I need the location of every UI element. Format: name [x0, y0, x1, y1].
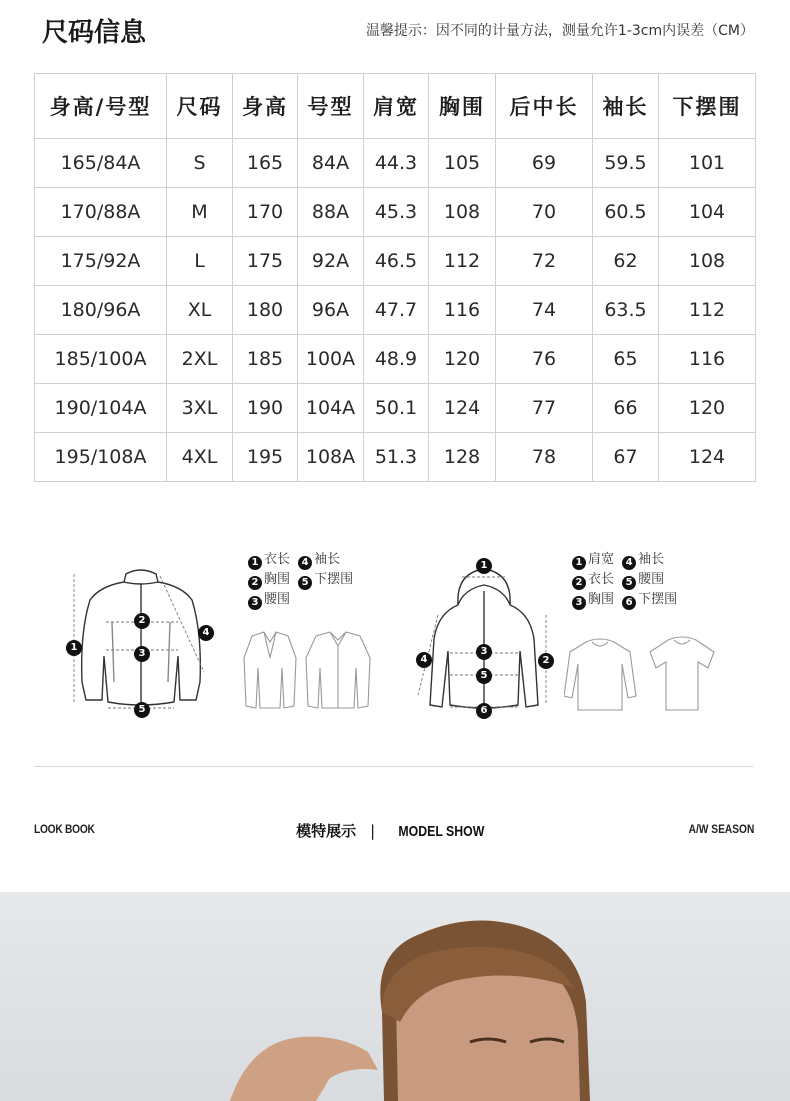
table-cell: 66: [593, 384, 659, 433]
table-cell: 44.3: [364, 139, 429, 188]
table-cell: 175: [233, 237, 298, 286]
table-cell: 96A: [298, 286, 364, 335]
model-show-en: MODEL SHOW: [398, 823, 485, 840]
table-row: [35, 286, 756, 335]
blazer-shirt-icons: [234, 628, 384, 714]
legend-number: 4: [622, 556, 636, 570]
marker-badge: 2: [538, 653, 554, 669]
table-row: [35, 188, 756, 237]
legend-number: 3: [572, 596, 586, 610]
legend-number: 5: [298, 576, 312, 590]
table-cell: 104: [659, 188, 756, 237]
table-cell: 72: [496, 237, 593, 286]
table-cell: 195/108A: [35, 433, 167, 482]
size-table-header: [35, 74, 756, 139]
table-cell: 92A: [298, 237, 364, 286]
table-cell: 112: [659, 286, 756, 335]
table-cell: 116: [659, 335, 756, 384]
legend-label: 衣长: [588, 572, 615, 587]
legend-label: 袖长: [314, 552, 341, 567]
marker-badge: 5: [476, 668, 492, 684]
table-cell: 45.3: [364, 188, 429, 237]
table-cell: 195: [233, 433, 298, 482]
legend-label: 衣长: [264, 552, 291, 567]
table-cell: 70: [496, 188, 593, 237]
table-cell: 77: [496, 384, 593, 433]
table-cell: 104A: [298, 384, 364, 433]
table-cell: 112: [429, 237, 496, 286]
table-cell: 185/100A: [35, 335, 167, 384]
table-cell: 48.9: [364, 335, 429, 384]
table-cell: 3XL: [167, 384, 233, 433]
table-cell: XL: [167, 286, 233, 335]
table-cell: 124: [659, 433, 756, 482]
table-cell: S: [167, 139, 233, 188]
table-cell: 59.5: [593, 139, 659, 188]
lookbook-label: LOOK BOOK: [34, 822, 95, 836]
table-cell: 63.5: [593, 286, 659, 335]
marker-badge: 5: [134, 702, 150, 718]
table-row: [35, 433, 756, 482]
marker-badge: 3: [134, 646, 150, 662]
model-illustration: [0, 892, 790, 1101]
legend-number: 3: [248, 596, 262, 610]
table-cell: 74: [496, 286, 593, 335]
legend-label: 胸围: [264, 572, 291, 587]
table-cell: 180: [233, 286, 298, 335]
legend-number: 5: [622, 576, 636, 590]
table-cell: 105: [429, 139, 496, 188]
table-cell: 190/104A: [35, 384, 167, 433]
legend-label: 肩宽: [588, 552, 615, 567]
column-header: 后中长: [496, 74, 593, 139]
table-cell: 84A: [298, 139, 364, 188]
column-header: 身高/号型: [35, 74, 167, 139]
table-cell: 165/84A: [35, 139, 167, 188]
table-row: [35, 139, 756, 188]
table-cell: 51.3: [364, 433, 429, 482]
sweater-tshirt-icons: [564, 634, 720, 714]
legend-number: 6: [622, 596, 636, 610]
table-cell: 180/96A: [35, 286, 167, 335]
legend-label: 下摆围: [314, 572, 354, 587]
marker-badge: 2: [134, 613, 150, 629]
heading-separator: |: [370, 822, 376, 840]
jacket-legend: [248, 550, 353, 610]
legend-number: 1: [248, 556, 262, 570]
legend-label: 腰围: [264, 592, 291, 607]
table-cell: 190: [233, 384, 298, 433]
table-cell: 116: [429, 286, 496, 335]
marker-badge: 1: [66, 640, 82, 656]
table-cell: 50.1: [364, 384, 429, 433]
table-cell: 46.5: [364, 237, 429, 286]
table-row: [35, 335, 756, 384]
table-cell: 120: [429, 335, 496, 384]
size-table: [34, 73, 756, 482]
legend-label: 袖长: [638, 552, 665, 567]
marker-badge: 6: [476, 703, 492, 719]
table-cell: 128: [429, 433, 496, 482]
table-cell: 108: [659, 237, 756, 286]
table-cell: 170/88A: [35, 188, 167, 237]
legend-number: 2: [248, 576, 262, 590]
table-cell: 185: [233, 335, 298, 384]
table-cell: 76: [496, 335, 593, 384]
table-cell: 120: [659, 384, 756, 433]
table-cell: 78: [496, 433, 593, 482]
table-cell: L: [167, 237, 233, 286]
legend-label: 胸围: [588, 592, 615, 607]
hoodie-legend: [572, 550, 677, 610]
legend-number: 1: [572, 556, 586, 570]
table-cell: 4XL: [167, 433, 233, 482]
column-header: 号型: [298, 74, 364, 139]
table-cell: 88A: [298, 188, 364, 237]
model-show-heading: [0, 820, 790, 841]
table-cell: 108A: [298, 433, 364, 482]
marker-badge: 3: [476, 644, 492, 660]
legend-label: 腰围: [638, 572, 665, 587]
column-header: 胸围: [429, 74, 496, 139]
page-title: 尺码信息: [42, 18, 147, 48]
section-divider: [34, 766, 753, 767]
table-cell: 2XL: [167, 335, 233, 384]
table-cell: 67: [593, 433, 659, 482]
model-photo: [0, 892, 790, 1101]
marker-badge: 1: [476, 558, 492, 574]
season-label: A/W SEASON: [688, 822, 754, 836]
column-header: 下摆围: [659, 74, 756, 139]
marker-badge: 4: [416, 652, 432, 668]
table-cell: 101: [659, 139, 756, 188]
measurement-tip: 温馨提示：因不同的计量方法，测量允许1-3cm内误差（CM）: [365, 23, 754, 39]
table-cell: 60.5: [593, 188, 659, 237]
legend-label: 下摆围: [638, 592, 678, 607]
legend-number: 2: [572, 576, 586, 590]
table-cell: 165: [233, 139, 298, 188]
hoodie-measurement-diagram: [408, 555, 568, 725]
table-cell: 65: [593, 335, 659, 384]
table-cell: 47.7: [364, 286, 429, 335]
table-cell: 108: [429, 188, 496, 237]
column-header: 肩宽: [364, 74, 429, 139]
table-cell: 124: [429, 384, 496, 433]
model-show-cn: 模特展示: [296, 822, 357, 840]
legend-number: 4: [298, 556, 312, 570]
table-cell: 170: [233, 188, 298, 237]
table-cell: 69: [496, 139, 593, 188]
table-cell: M: [167, 188, 233, 237]
table-cell: 175/92A: [35, 237, 167, 286]
column-header: 身高: [233, 74, 298, 139]
column-header: 尺码: [167, 74, 233, 139]
table-row: [35, 384, 756, 433]
table-cell: 100A: [298, 335, 364, 384]
table-row: [35, 237, 756, 286]
column-header: 袖长: [593, 74, 659, 139]
marker-badge: 4: [198, 625, 214, 641]
table-cell: 62: [593, 237, 659, 286]
